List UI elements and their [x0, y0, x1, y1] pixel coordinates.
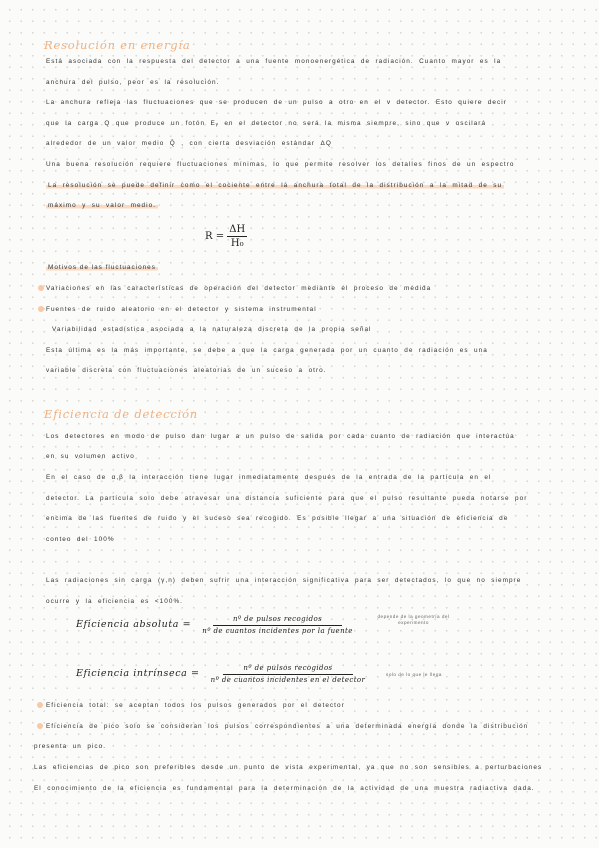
intrinsic-efficiency-fraction	[211, 664, 366, 684]
bullet-dot	[38, 306, 44, 312]
text-line: La anchura refleja las fluctuaciones que se producen de un pulso a otro en el v detector. Esto quiere decir	[46, 99, 507, 106]
absolute-efficiency-label: Eficiencia absoluta =	[76, 619, 192, 630]
absolute-efficiency-numerator: nº de pulsos recogidos	[213, 615, 342, 626]
text-line: en su volumen activo	[46, 453, 135, 460]
resolution-formula	[205, 224, 247, 249]
list-item: Eficiencia total: se aceptan todos los pulsos generados por el detector	[46, 702, 345, 709]
text-line: Las eficiencias de pico son preferibles desde un punto de vista experimental, ya que no son sensibles a perturbaciones	[34, 764, 543, 771]
text-line	[46, 181, 577, 191]
text-line: ocurre y la eficiencia es <100%.	[46, 598, 184, 605]
subheading-motivos	[46, 264, 158, 271]
text-line: anchura del pulso, peor es la resolución.	[46, 79, 220, 86]
text-line: encima de las fuentes de ruido y el suceso sea recogido. Es posible llegar a una situación de eficiencia de	[46, 515, 509, 522]
absolute-efficiency-formula	[76, 614, 353, 635]
text-line: El conocimiento de la eficiencia es fundamental para la determinación de la actividad de una muestra radiactiva dada.	[34, 785, 535, 792]
text-line: Los detectores en modo de pulso dan lugar a un pulso de salida por cada cuanto de radiación que interactúa	[46, 433, 515, 440]
text-line: conteo del 100%	[46, 536, 115, 543]
text-line: En el caso de α,β la interacción tiene lugar inmediatamente después de la entrada de la partícula en el	[46, 474, 492, 481]
formula-denominator: H₀	[230, 238, 244, 249]
section-title-resolucion: Resolución en energía	[44, 38, 191, 52]
absolute-efficiency-note: depende de la geometría del experimento	[377, 614, 450, 625]
absolute-efficiency-denominator: nº de cuantos incidentes por la fuente	[202, 626, 353, 635]
text-line: Una buena resolución requiere fluctuaciones mínimas, lo que permite resolver los detalles finos de un espectro	[46, 161, 515, 168]
bullet-dot	[37, 702, 43, 708]
intrinsic-efficiency-denominator: nº de cuantos incidentes en el detector	[210, 675, 366, 684]
highlight-resolucion: La resolución se puede definir como el cociente entre la anchura total de la distribución a la mitad de su	[48, 182, 503, 189]
text-line: variable discreta con fluctuaciones aleatorias de un suceso a otro.	[46, 367, 327, 374]
subheading-motivos-text: Motivos de las fluctuaciones	[48, 264, 156, 271]
absolute-efficiency-fraction	[202, 615, 352, 635]
text-line: Esta última es la más importante, se debe a que la carga generada por un cuanto de radiación es una	[46, 347, 488, 354]
list-item: Variabilidad estadística asociada a la naturaleza discreta de la propia señal	[52, 326, 372, 333]
intrinsic-efficiency-label: Eficiencia intrínseca =	[76, 668, 200, 679]
intrinsic-efficiency-formula	[76, 663, 365, 684]
formula-fraction	[227, 224, 247, 249]
bullet-dot	[38, 285, 44, 291]
text-line: presenta un pico.	[34, 743, 107, 750]
list-item: Fuentes de ruido aleatorio en el detector y sistema instrumental	[46, 306, 317, 313]
text-line: alrededor de un valor medio Q̄ , con cierta desviación estándar ΔQ	[46, 140, 332, 147]
intrinsic-efficiency-note: solo de lo que le llega	[386, 672, 442, 677]
list-item: Eficiencia de pico solo se consideran los pulsos correspondientes a una determinada energía donde la distribución	[46, 723, 529, 730]
formula-lhs: R =	[205, 231, 225, 242]
intrinsic-efficiency-numerator: nº de pulsos recogidos	[223, 664, 352, 675]
text-line: Está asociada con la respuesta del detector a una fuente monoenergética de radiación. Cuanto mayor es la	[46, 58, 502, 65]
text-line: que la carga Q que produce un fotón Eᵧ en el detector no será la misma siempre, sino que v oscilará	[46, 120, 487, 127]
section-title-eficiencia: Eficiencia de detección	[44, 407, 198, 421]
bullet-dot	[37, 723, 43, 729]
list-item: Variaciones en las características de operación del detector mediante el proceso de medida	[46, 285, 432, 292]
text-line	[46, 201, 577, 211]
text-line: Las radiaciones sin carga (γ,n) deben sufrir una interacción significativa para ser detectados, lo que no siempre	[46, 577, 522, 584]
formula-numerator: ΔH	[229, 224, 246, 235]
text-line: detector. La partícula solo debe atravesar una distancia suficiente para que el pulso resultante pueda notarse por	[46, 495, 528, 502]
highlight-maximo: máximo y su valor medio.	[48, 202, 157, 209]
